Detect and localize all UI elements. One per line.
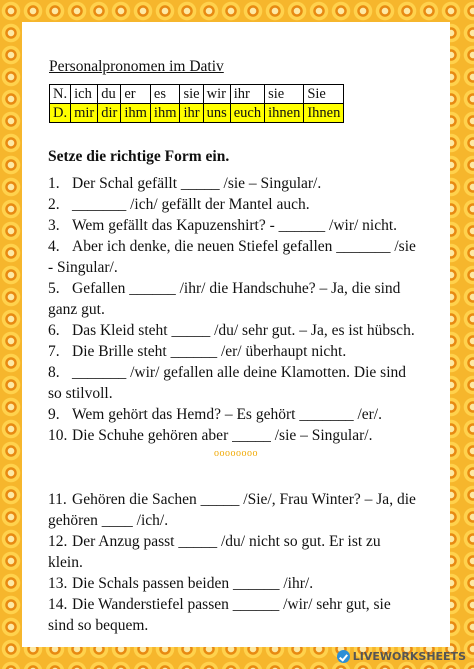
exercise-item [48, 594, 433, 636]
table-cell: ich [71, 85, 98, 104]
nominative-row [50, 85, 344, 104]
table-cell: sie [265, 85, 304, 104]
table-cell: Ihnen [304, 104, 344, 123]
dative-row [50, 104, 344, 123]
table-cell: wir [203, 85, 230, 104]
exercise-item [48, 362, 433, 404]
item-number: 13. [48, 575, 68, 592]
table-cell: sie [180, 85, 203, 104]
item-text: Der Schal gefällt _____ /sie – Singular/. [72, 175, 322, 192]
table-cell: Sie [304, 85, 344, 104]
item-number: 8. [48, 364, 60, 381]
exercise-item [48, 341, 433, 362]
pronoun-table [49, 84, 344, 123]
table-cell: D. [50, 104, 71, 123]
exercise-item [48, 278, 433, 320]
item-text: Gehören die Sachen _____ /Sie/, Frau Winter? – Ja, die [72, 491, 416, 508]
item-text: Die Brille steht ______ /er/ überhaupt nicht. [72, 343, 347, 360]
item-number: 7. [48, 343, 60, 360]
table-cell: dir [98, 104, 121, 123]
page-title: Personalpronomen im Dativ [49, 58, 224, 75]
item-text-continued: klein. [48, 554, 83, 571]
table-cell: mir [71, 104, 98, 123]
item-text-continued: sind so bequem. [48, 617, 149, 634]
item-number: 6. [48, 322, 60, 339]
item-number: 2. [48, 196, 60, 213]
table-cell: es [150, 85, 180, 104]
exercise-item [48, 489, 433, 531]
item-number: 14. [48, 596, 68, 613]
item-number: 11. [48, 491, 67, 508]
item-text: Aber ich denke, die neuen Stiefel gefallen _______ /sie [72, 238, 416, 255]
logo-text: LIVEWORKSHEETS [352, 650, 466, 663]
exercise-item [48, 173, 433, 194]
item-text: Wem gefällt das Kapuzenshirt? - ______ /wir/ nicht. [72, 217, 398, 234]
exercise-item [48, 404, 433, 425]
table-cell: ihr [230, 85, 264, 104]
exercise-item [48, 573, 433, 594]
table-cell: er [121, 85, 151, 104]
item-text: Der Anzug passt _____ /du/ nicht so gut. Er ist zu [72, 533, 381, 550]
table-cell: euch [230, 104, 264, 123]
checkmark-icon [337, 650, 350, 663]
exercise-item [48, 531, 433, 573]
item-text: Die Schuhe gehören aber _____ /sie – Singular/. [72, 427, 373, 444]
table-cell: du [98, 85, 121, 104]
item-text-continued: ganz gut. [48, 301, 105, 318]
table-cell: ihm [121, 104, 151, 123]
item-number: 3. [48, 217, 60, 234]
item-text: Das Kleid steht _____ /du/ sehr gut. – Ja, es ist hübsch. [72, 322, 415, 339]
item-text: Wem gehört das Hemd? – Es gehört _______ /er/. [72, 406, 382, 423]
exercise-item [48, 425, 433, 446]
item-text: Die Schals passen beiden ______ /ihr/. [72, 575, 314, 592]
item-text-continued: gehören ____ /ich/. [48, 512, 169, 529]
item-text: _______ /wir/ gefallen alle deine Klamotten. Die sind [72, 364, 407, 381]
liveworksheets-logo [337, 648, 466, 665]
item-text-continued: so stilvoll. [48, 385, 113, 402]
item-text-continued: - Singular/. [48, 259, 118, 276]
item-number: 12. [48, 533, 68, 550]
instruction-heading: Setze die richtige Form ein. [48, 148, 230, 165]
exercise-item [48, 320, 433, 341]
item-number: 10. [48, 427, 68, 444]
exercise-item [48, 215, 433, 236]
item-text: Gefallen ______ /ihr/ die Handschuhe? – Ja, die sind [72, 280, 401, 297]
item-number: 9. [48, 406, 60, 423]
item-number: 5. [48, 280, 60, 297]
exercise-item [48, 194, 433, 215]
worksheet-page [22, 22, 450, 647]
exercise-item [48, 236, 433, 278]
item-number: 1. [48, 175, 60, 192]
table-cell: uns [203, 104, 230, 123]
table-cell: ihnen [265, 104, 304, 123]
item-number: 4. [48, 238, 60, 255]
section-divider: oooooooo [214, 448, 258, 459]
item-text: _______ /ich/ gefällt der Mantel auch. [72, 196, 310, 213]
table-cell: ihm [150, 104, 180, 123]
table-cell: N. [50, 85, 71, 104]
item-text: Die Wanderstiefel passen ______ /wir/ sehr gut, sie [72, 596, 391, 613]
table-cell: ihr [180, 104, 203, 123]
